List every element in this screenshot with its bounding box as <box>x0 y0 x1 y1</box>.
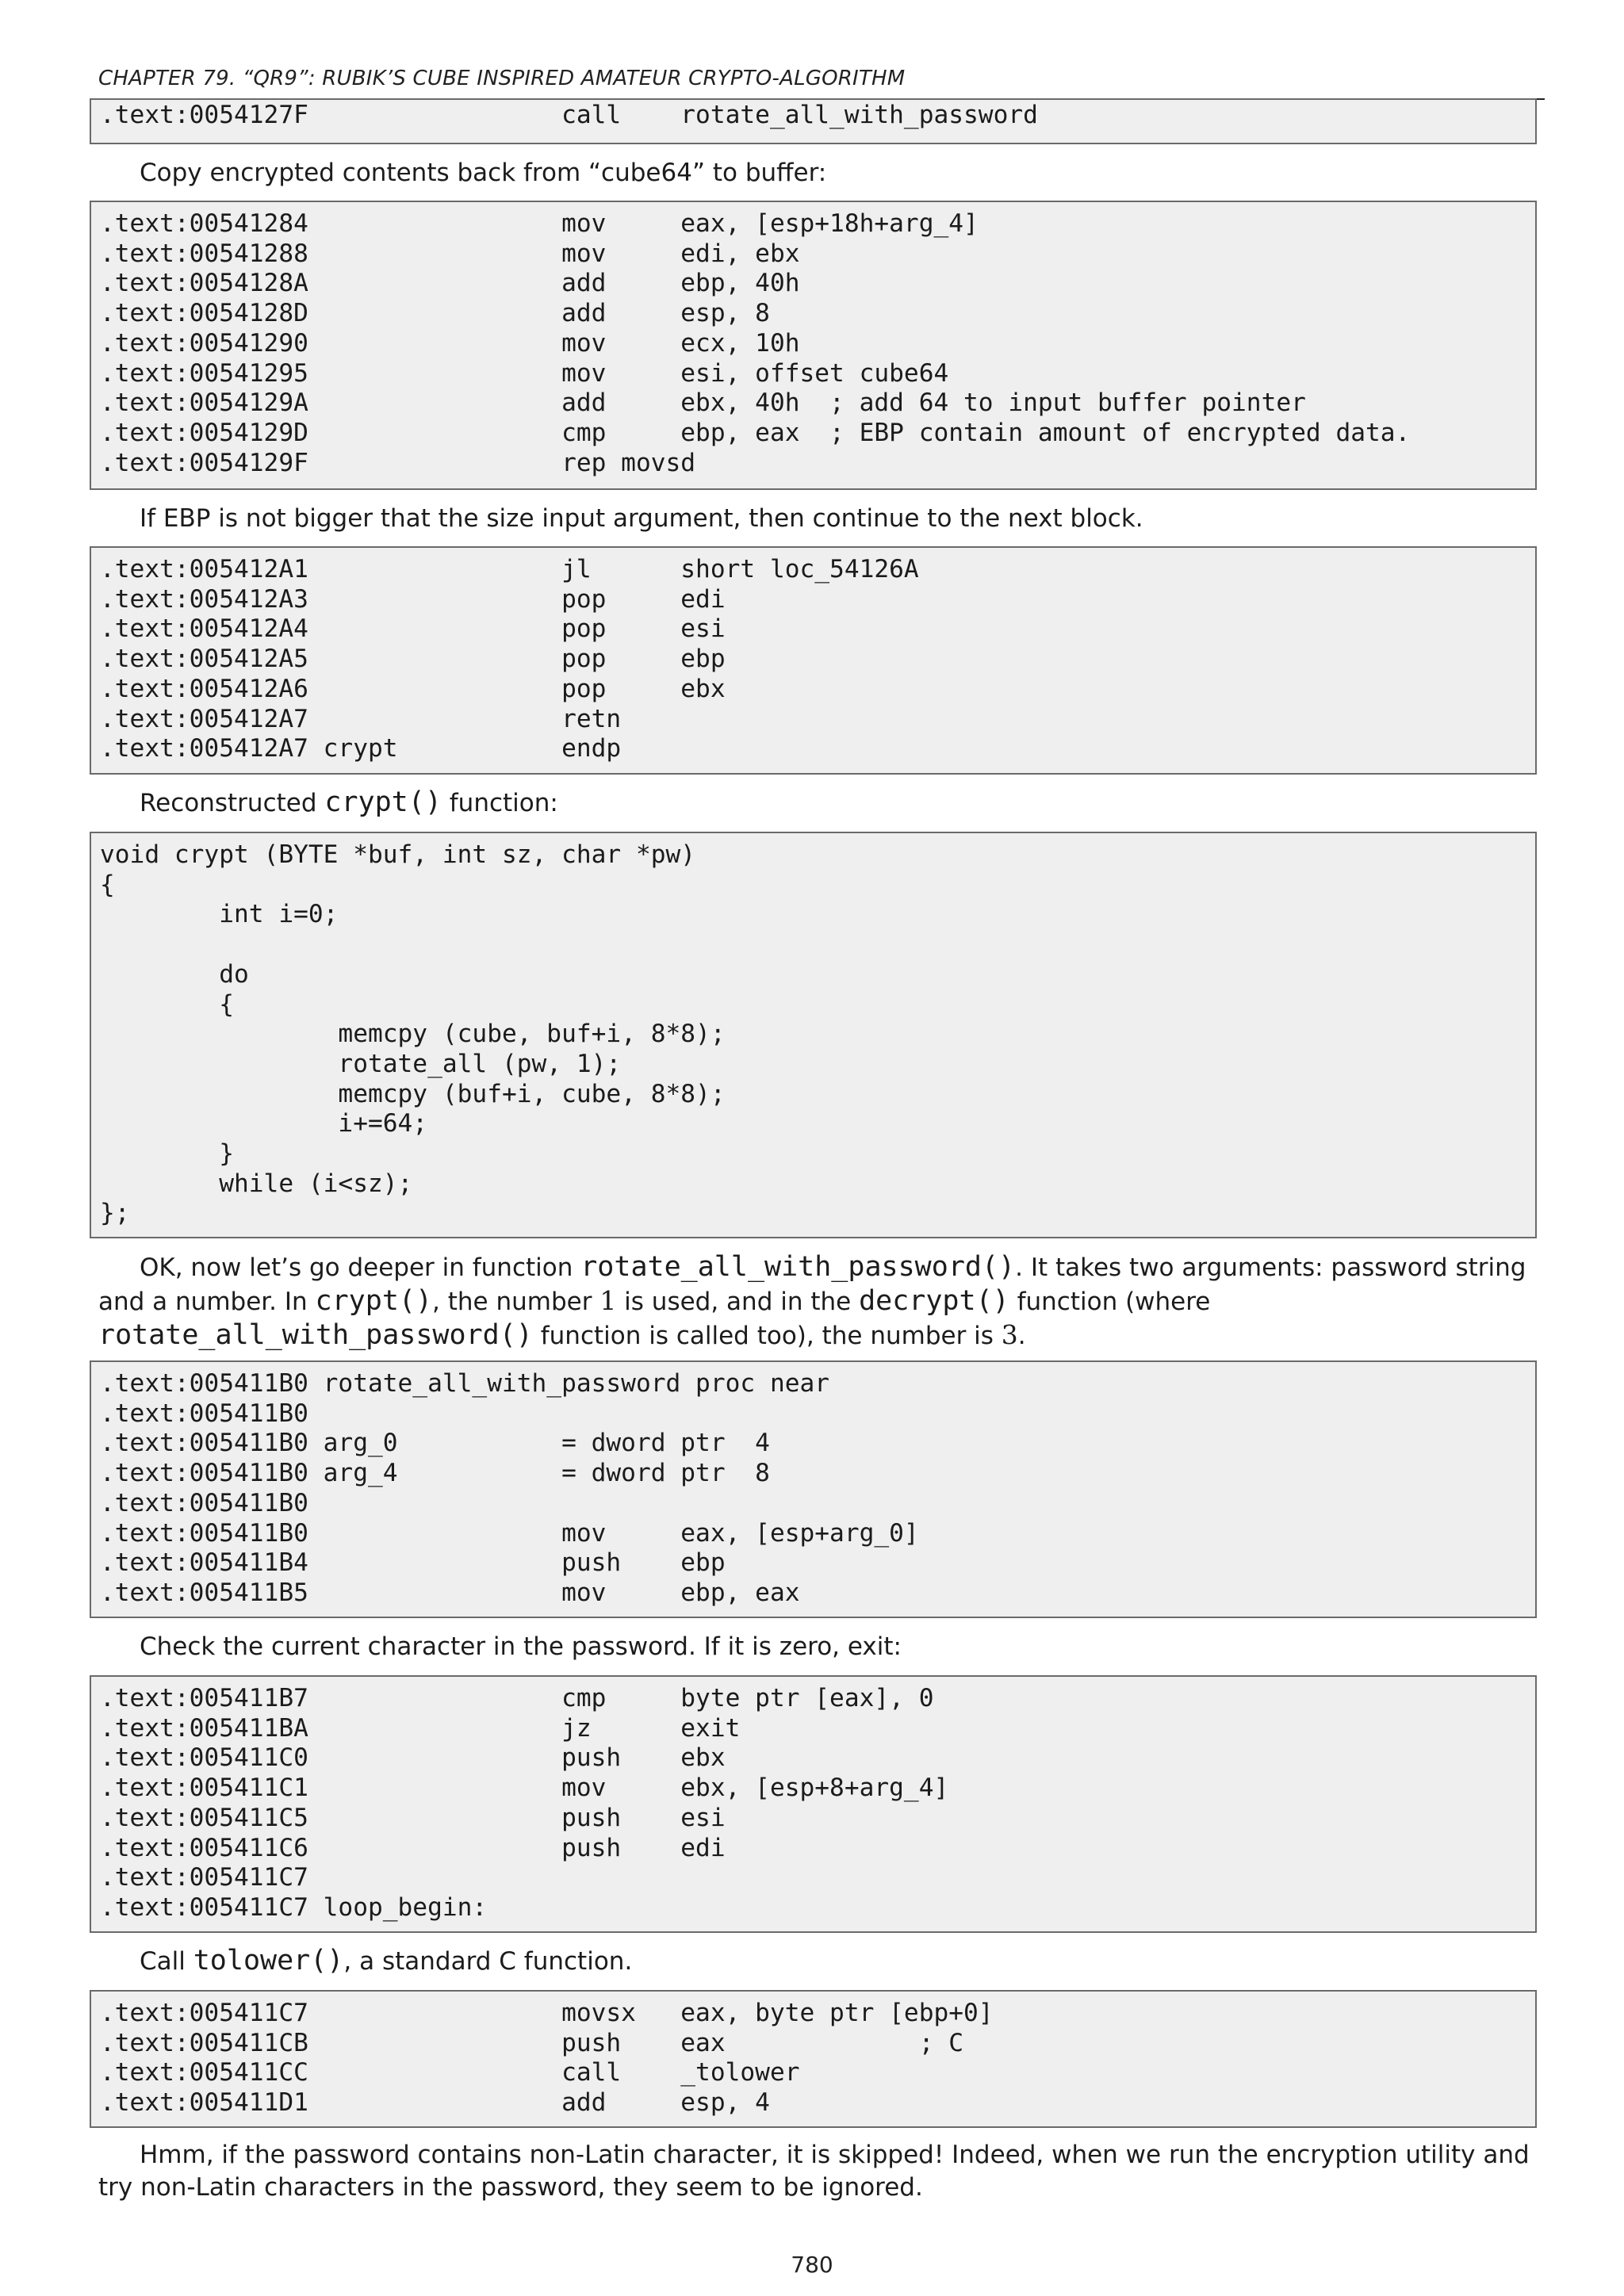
paragraph-text: Check the current character in the password. If it is zero, exit: <box>140 1632 902 1661</box>
code-listing-crypt-c <box>90 832 1537 1238</box>
page-number: 780 <box>791 2252 833 2278</box>
code-listing-epilogue <box>90 546 1537 775</box>
paragraph-reconstructed <box>98 786 1534 820</box>
paragraph-text: Copy encrypted contents back from “cube64” to buffer: <box>140 159 827 187</box>
inline-code: rotate_all_with_password() <box>580 1251 1016 1283</box>
paragraph-check-char <box>98 1631 1534 1663</box>
inline-code: crypt() <box>315 1285 433 1317</box>
code-text: void crypt (BYTE *buf, int sz, char *pw) { int i=0; do { memcpy (cube, buf+i, 8*8); rotate_all (pw, 1); memcpy (buf+i, cube, 8*8); i+=64; } while (i<sz); }; <box>100 840 726 1228</box>
paragraph-copy-back <box>98 157 1534 189</box>
code-listing-copy <box>90 201 1537 490</box>
code-listing-tolower <box>90 1990 1537 2128</box>
code-listing-rotate-all-prologue <box>90 1360 1537 1618</box>
code-text: .text:005412A1 jl short loc_54126A .text:005412A3 pop edi .text:005412A4 pop esi .text:005412A5 pop ebp .text:005412A6 pop ebx .text:005412A7 retn .text:005412A7 crypt endp <box>100 555 919 763</box>
math-number: 3 <box>1001 1319 1018 1350</box>
inline-code: tolower() <box>193 1945 344 1976</box>
code-text: .text:00541284 mov eax, [esp+18h+arg_4] .text:00541288 mov edi, ebx .text:0054128A add ebp, 40h .text:0054128D add esp, 8 .text:00541290 mov ecx, 10h .text:00541295 mov esi, offset cube64 .text:0054129A add ebx, 40h ; add 64 to input buffer pointer .text:0054129D cmp ebp, eax ; EBP contain amount of encrypted data. .text:0054129F rep movsd <box>100 209 1411 477</box>
inline-code: decrypt() <box>859 1285 1009 1317</box>
paragraph-non-latin <box>98 2139 1534 2204</box>
paragraph-text: function: <box>441 789 558 817</box>
math-number: 1 <box>599 1285 617 1316</box>
paragraph-ebp-check <box>98 503 1534 535</box>
code-text: .text:005411C7 movsx eax, byte ptr [ebp+0] .text:005411CB push eax ; C .text:005411CC call _tolower .text:005411D1 add esp, 4 <box>100 1999 994 2118</box>
code-text: .text:005411B0 rotate_all_with_password proc near .text:005411B0 .text:005411B0 arg_0 = dword ptr 4 .text:005411B0 arg_4 = dword ptr 8 .text:005411B0 .text:005411B0 mov eax, [esp+arg_0] .text:005411B4 push ebp .text:005411B5 mov ebp, eax <box>100 1369 919 1607</box>
paragraph-rotate-all: OK, now let’s go deeper in function rotate_all_with_password(). It takes two arguments: password string and a number. In crypt(), the number 1 is used, and in the decrypt() function (where rotate_all_with_password() function is called too), the number is 3. <box>98 1251 1526 1351</box>
running-header: CHAPTER 79. “QR9”: RUBIK’S CUBE INSPIRED AMATEUR CRYPTO-ALGORITHM <box>98 67 906 90</box>
inline-code: crypt() <box>324 786 442 818</box>
code-listing-loop-begin <box>90 1675 1537 1933</box>
code-listing-call <box>90 98 1537 144</box>
paragraph-text: If EBP is not bigger that the size input argument, then continue to the next block. <box>140 504 1143 533</box>
paragraph-text: Reconstructed <box>140 789 325 817</box>
code-text: .text:005411B7 cmp byte ptr [eax], 0 .text:005411BA jz exit .text:005411C0 push ebx .text:005411C1 mov ebx, [esp+8+arg_4] .text:005411C5 push esi .text:005411C6 push edi .text:005411C7 .text:005411C7 loop_begin: <box>100 1684 949 1922</box>
paragraph-tolower: Call tolower(), a standard C function. <box>140 1945 633 1976</box>
paragraph-text: Hmm, if the password contains non-Latin character, it is skipped! Indeed, when we run the encryption utility and try non-Latin characters in the password, they seem to be ignored. <box>98 2141 1530 2202</box>
inline-code: rotate_all_with_password() <box>98 1319 533 1351</box>
code-text: .text:0054127F call rotate_all_with_password <box>100 101 1038 129</box>
